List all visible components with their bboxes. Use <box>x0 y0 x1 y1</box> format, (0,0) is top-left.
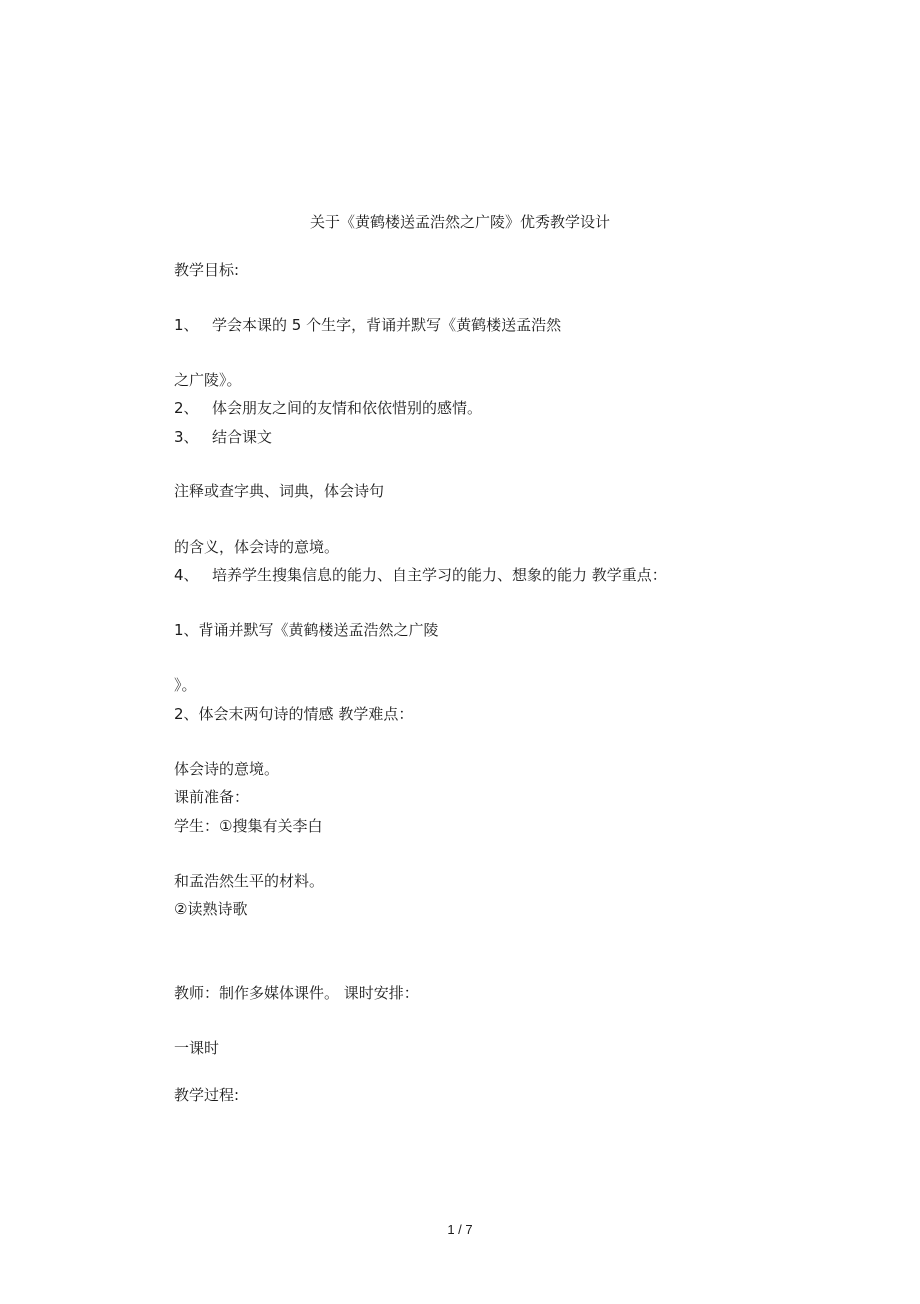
goal-text: 体会朋友之间的友情和依依惜别的感情。 <box>212 399 483 417</box>
goal-number: 4、 <box>174 566 199 584</box>
prep-heading: 课前准备： <box>174 788 250 806</box>
goal-item-2 <box>174 398 482 418</box>
goal-item-3-continued-2: 的含义，体会诗的意境。 <box>174 538 340 556</box>
document-title: 关于《黄鹤楼送孟浩然之广陵》优秀教学设计 <box>309 213 610 231</box>
key-point-1: 1、背诵并默写《黄鹤楼送孟浩然之广陵 <box>174 621 439 639</box>
key-point-2: 2、体会末两句诗的情感 教学难点： <box>174 705 414 723</box>
page-indicator: 1 / 7 <box>447 1222 473 1237</box>
prep-teacher: 教师：制作多媒体课件。 课时安排： <box>174 984 419 1002</box>
goal-number: 2、 <box>174 399 199 417</box>
goal-number: 3、 <box>174 428 199 446</box>
goal-text: 结合课文 <box>212 428 273 446</box>
goal-item-3 <box>174 427 272 447</box>
prep-student: 学生：①搜集有关李白 <box>174 817 323 835</box>
goals-heading: 教学目标: <box>174 261 240 279</box>
goal-text: 培养学生搜集信息的能力、自主学习的能力、想象的能力 教学重点： <box>212 566 667 584</box>
process-heading: 教学过程: <box>174 1086 240 1104</box>
goal-item-4 <box>174 565 667 585</box>
difficulty-text: 体会诗的意境。 <box>174 760 280 778</box>
goal-item-1-continued: 之广陵》。 <box>174 371 242 389</box>
prep-student-continued: 和孟浩然生平的材料。 <box>174 872 325 890</box>
schedule-text: 一课时 <box>174 1039 220 1057</box>
goal-number: 1、 <box>174 316 199 334</box>
goal-text: 学会本课的 5 个生字，背诵并默写《黄鹤楼送孟浩然 <box>212 316 562 334</box>
goal-item-3-continued-1: 注释或查字典、词典，体会诗句 <box>174 482 385 500</box>
prep-student-item-2: ②读熟诗歌 <box>174 900 248 918</box>
goal-item-1 <box>174 315 561 335</box>
key-point-1-continued: 》。 <box>174 676 197 694</box>
